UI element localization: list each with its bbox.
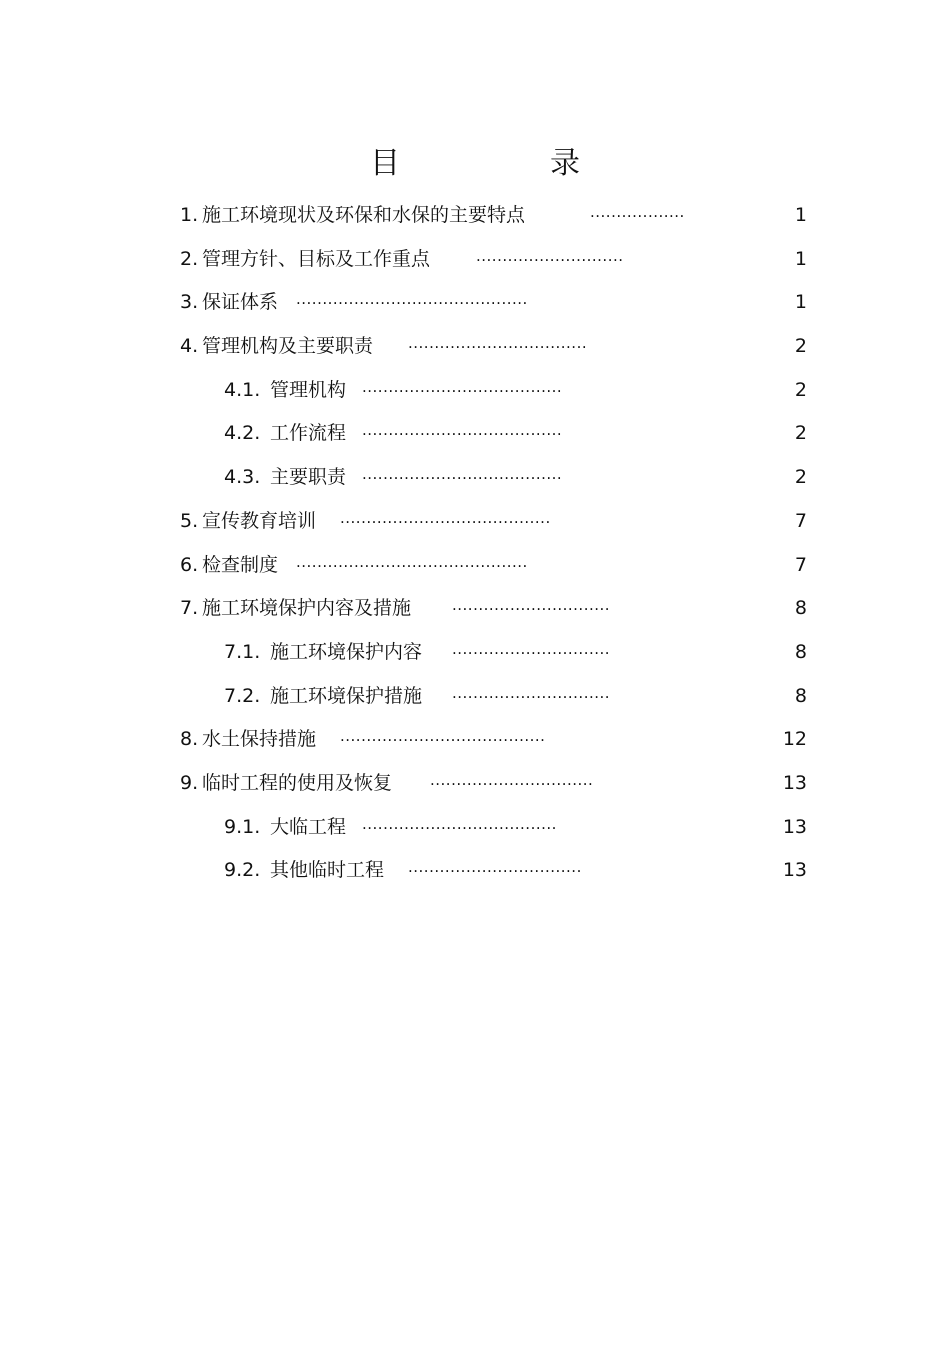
toc-entry-label: 保证体系 (202, 291, 279, 314)
toc-page-number: 1 (794, 204, 807, 226)
toc-entry[interactable] (0, 456, 950, 500)
toc-dot-leader: ...................................... (362, 377, 563, 396)
toc-entry-number: 4.3. (224, 466, 261, 489)
toc-dot-leader: ........................................ (340, 508, 551, 527)
toc-dot-leader: .................................. (408, 334, 588, 353)
toc-entry-number: 6. (180, 553, 199, 576)
toc-dot-leader: .............................. (452, 683, 611, 702)
toc-entry-label: 大临工程 (270, 815, 347, 838)
toc-dot-leader: ............................... (430, 770, 594, 789)
toc-entry-number: 8. (180, 728, 199, 751)
toc-dot-leader: ............................................ (296, 290, 528, 309)
toc-dot-leader: ............................................ (296, 552, 528, 571)
toc-entry-number: 1. (180, 204, 199, 226)
toc-entry-label: 检查制度 (202, 553, 279, 576)
toc-dot-leader: .............................. (452, 639, 611, 658)
toc-entry-label: 管理机构及主要职责 (202, 335, 374, 358)
toc-entry-number: 9.2. (224, 859, 261, 882)
toc-entry[interactable] (0, 587, 950, 631)
toc-page-number: 2 (794, 422, 807, 445)
toc-title: 目 录 (370, 146, 640, 181)
toc-entry-label: 主要职责 (270, 466, 347, 489)
toc-dot-leader: .............................. (452, 596, 611, 615)
toc-entry-label: 宣传教育培训 (202, 509, 317, 532)
toc-entry-number: 4. (180, 335, 199, 358)
toc-dot-leader: .................. (590, 203, 685, 221)
toc-entry-label: 施工环境保护措施 (270, 684, 423, 707)
toc-entry-label: 施工环境现状及环保和水保的主要特点 (202, 204, 526, 226)
toc-dot-leader: ...................................... (362, 421, 563, 440)
toc-entry-label: 施工环境保护内容 (270, 640, 423, 663)
toc-entry-label: 临时工程的使用及恢复 (202, 771, 393, 794)
toc-entry[interactable] (0, 238, 950, 282)
toc-page-number: 8 (794, 684, 807, 707)
toc-entry-number: 9.1. (224, 815, 261, 838)
toc-dot-leader: ................................. (408, 858, 582, 877)
toc-entry-label: 施工环境保护内容及措施 (202, 597, 412, 620)
toc-entry-number: 9. (180, 771, 199, 794)
toc-page-number: 1 (794, 291, 807, 314)
toc-page-number: 1 (794, 247, 807, 270)
toc-page-number: 7 (794, 553, 807, 576)
toc-entry[interactable] (0, 631, 950, 675)
toc-dot-leader: ....................................... (340, 727, 546, 746)
toc-entry-number: 7.1. (224, 640, 261, 663)
toc-page-number: 8 (794, 640, 807, 663)
toc-entry[interactable] (0, 544, 950, 588)
toc-entry[interactable] (0, 412, 950, 456)
toc-entry-number: 4.1. (224, 378, 261, 401)
toc-entry[interactable] (0, 281, 950, 325)
toc-dot-leader: ............................ (476, 246, 624, 265)
toc-entry-label: 水土保持措施 (202, 728, 317, 751)
toc-entry-number: 7.2. (224, 684, 261, 707)
toc-entry-label: 管理机构 (270, 378, 347, 401)
toc-page-number: 2 (794, 378, 807, 401)
toc-entry-number: 5. (180, 509, 199, 532)
toc-entry[interactable] (0, 675, 950, 719)
toc-page-number: 12 (782, 728, 807, 751)
toc-entry[interactable] (0, 369, 950, 413)
toc-page-number: 2 (794, 466, 807, 489)
toc-dot-leader: ...................................... (362, 465, 563, 484)
toc-entry[interactable] (0, 194, 950, 238)
toc-entry-label: 工作流程 (270, 422, 347, 445)
toc-entry[interactable] (0, 718, 950, 762)
toc-list (0, 194, 950, 893)
toc-entry[interactable] (0, 500, 950, 544)
toc-page-number: 13 (782, 815, 807, 838)
toc-entry-label: 其他临时工程 (270, 859, 385, 882)
toc-entry[interactable] (0, 762, 950, 806)
toc-page-number: 2 (794, 335, 807, 358)
toc-dot-leader: ..................................... (362, 814, 557, 833)
toc-entry-number: 2. (180, 247, 199, 270)
toc-entry[interactable] (0, 325, 950, 369)
toc-entry-number: 7. (180, 597, 199, 620)
toc-page-number: 13 (782, 771, 807, 794)
toc-entry-number: 4.2. (224, 422, 261, 445)
toc-page-number: 7 (794, 509, 807, 532)
toc-page-number: 13 (782, 859, 807, 882)
toc-entry-number: 3. (180, 291, 199, 314)
toc-page-number: 8 (794, 597, 807, 620)
toc-entry-label: 管理方针、目标及工作重点 (202, 247, 431, 270)
toc-entry[interactable] (0, 849, 950, 893)
toc-entry[interactable] (0, 806, 950, 850)
